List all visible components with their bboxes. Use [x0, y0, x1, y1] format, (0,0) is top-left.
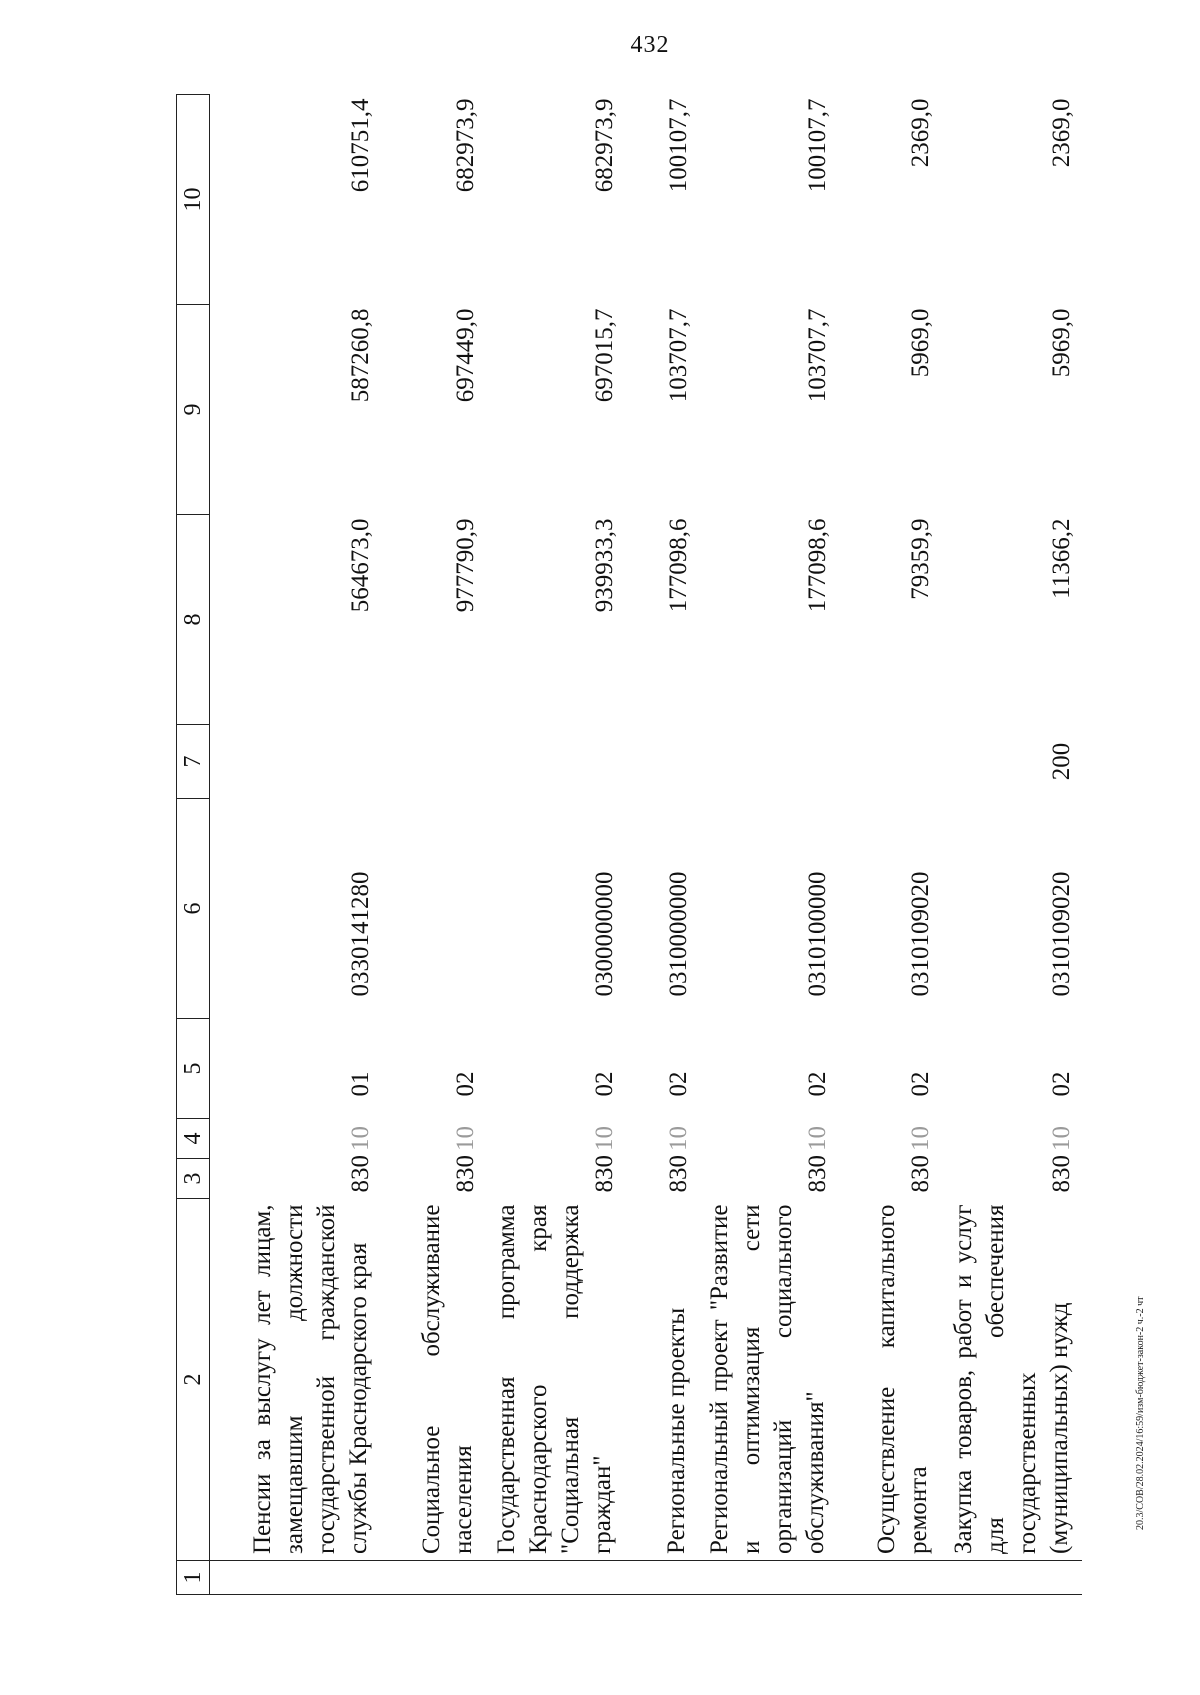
row-target-code: 0310109020: [906, 871, 934, 997]
row-number-cell: [381, 1561, 486, 1595]
row-section-code: 10: [906, 1126, 934, 1151]
row-target-code: 0330141280: [346, 871, 374, 997]
row-ministry-code: 830: [1048, 1155, 1075, 1193]
row-section-code: 10: [346, 1126, 374, 1151]
row-description: Осуществление капитального ремонта: [872, 1204, 932, 1554]
row-description: Закупка товаров, работ и услуг для обеспечения государственных (муниципальных) нужд: [950, 1204, 1073, 1554]
row-number-cell: [210, 1561, 381, 1595]
row-section-code: 10: [451, 1126, 479, 1151]
row-amount-col8: 177098,6: [804, 518, 832, 613]
row-expense-type: [486, 725, 625, 799]
row-number-cell: [699, 1561, 838, 1595]
table-header-row: [177, 95, 210, 1595]
table-row: [699, 95, 838, 1595]
header-col-7: 7: [177, 725, 210, 799]
row-expense-type: [381, 725, 486, 799]
row-subsection-code: 01: [346, 1071, 374, 1097]
budget-table: [176, 94, 1082, 1595]
row-section-code: 10: [590, 1126, 618, 1151]
row-amount-col10: 2369,0: [1048, 98, 1075, 168]
row-target-code: 0300000000: [590, 871, 618, 997]
row-amount-col9: 5969,0: [1048, 308, 1075, 378]
row-target-code: 0310109020: [1048, 871, 1075, 997]
row-amount-col10: 2369,0: [906, 98, 934, 168]
row-ministry-code: 830: [346, 1155, 374, 1193]
row-subsection-code: 02: [1048, 1071, 1075, 1097]
row-section-code: 10: [1048, 1126, 1075, 1151]
header-col-4: 4: [177, 1119, 210, 1159]
row-description: Пенсии за выслугу лет лицам, замещавшим должности государственной гражданской службы Краснодарского края: [248, 1204, 372, 1554]
table-row: [941, 95, 1082, 1595]
row-target-code: 0310000000: [665, 871, 693, 997]
row-amount-col10: 100107,7: [665, 98, 693, 193]
row-expense-type: [625, 725, 700, 799]
row-expense-type: [210, 725, 381, 799]
table-row: [625, 95, 700, 1595]
row-amount-col10: 682973,9: [590, 98, 618, 193]
header-col-2: 2: [177, 1199, 210, 1561]
row-target-code: [381, 799, 486, 1019]
row-ministry-code: 830: [665, 1155, 693, 1193]
row-subsection-code: 02: [804, 1071, 832, 1097]
header-col-6: 6: [177, 799, 210, 1019]
row-amount-col9: 697449,0: [451, 308, 479, 403]
row-expense-type: [838, 725, 941, 799]
page-number: 432: [630, 32, 670, 58]
row-description: Государственная программа Краснодарского края "Социальная поддержка граждан": [492, 1204, 616, 1554]
row-description: Региональный проект "Развитие и оптимизация сети организаций социального обслуживания": [706, 1204, 830, 1554]
header-col-10: 10: [177, 95, 210, 305]
row-ministry-code: 830: [590, 1155, 618, 1193]
row-subsection-code: 02: [906, 1071, 934, 1097]
row-subsection-code: 02: [665, 1071, 693, 1097]
row-amount-col8: 11366,2: [1048, 518, 1075, 599]
row-amount-col9: 103707,7: [665, 308, 693, 403]
header-col-3: 3: [177, 1159, 210, 1199]
row-amount-col9: 697015,7: [590, 308, 618, 403]
row-description: Социальное обслуживание населения: [417, 1204, 477, 1554]
row-target-code: 0310100000: [804, 871, 832, 997]
table-row: [210, 95, 381, 1595]
table-row: [486, 95, 625, 1595]
row-expense-type: [699, 725, 838, 799]
row-amount-col8: 977790,9: [451, 518, 479, 613]
row-subsection-code: 02: [451, 1071, 479, 1097]
row-amount-col9: 587260,8: [346, 308, 374, 403]
row-amount-col8: 564673,0: [346, 518, 374, 613]
row-description: Региональные проекты: [663, 1307, 691, 1554]
row-section-code: 10: [665, 1126, 693, 1151]
row-number-cell: [625, 1561, 700, 1595]
row-amount-col10: 682973,9: [451, 98, 479, 193]
document-footer-code: 20.3/СОВ/28.02.2024/16:59/изм-бюджет-закон-2 ч.-2 чт: [1135, 1296, 1146, 1530]
row-section-code: 10: [804, 1126, 832, 1151]
table-row: [838, 95, 941, 1595]
row-ministry-code: 830: [451, 1155, 479, 1193]
row-number-cell: [486, 1561, 625, 1595]
row-amount-col8: 177098,6: [665, 518, 693, 613]
row-amount-col9: 5969,0: [906, 308, 934, 378]
row-amount-col10: 610751,4: [346, 98, 374, 193]
row-amount-col8: 939933,3: [590, 518, 618, 613]
row-ministry-code: 830: [804, 1155, 832, 1193]
header-col-1: 1: [177, 1561, 210, 1595]
table-row: [381, 95, 486, 1595]
header-col-5: 5: [177, 1019, 210, 1119]
header-col-8: 8: [177, 515, 210, 725]
row-expense-type: 200: [1048, 742, 1075, 781]
row-number-cell: [941, 1561, 1082, 1595]
budget-table-container: [176, 95, 1082, 1595]
row-amount-col9: 103707,7: [804, 308, 832, 403]
row-subsection-code: 02: [590, 1071, 618, 1097]
row-amount-col10: 100107,7: [804, 98, 832, 193]
row-number-cell: [838, 1561, 941, 1595]
header-col-9: 9: [177, 305, 210, 515]
row-amount-col8: 79359,9: [906, 518, 934, 600]
row-ministry-code: 830: [906, 1155, 934, 1193]
